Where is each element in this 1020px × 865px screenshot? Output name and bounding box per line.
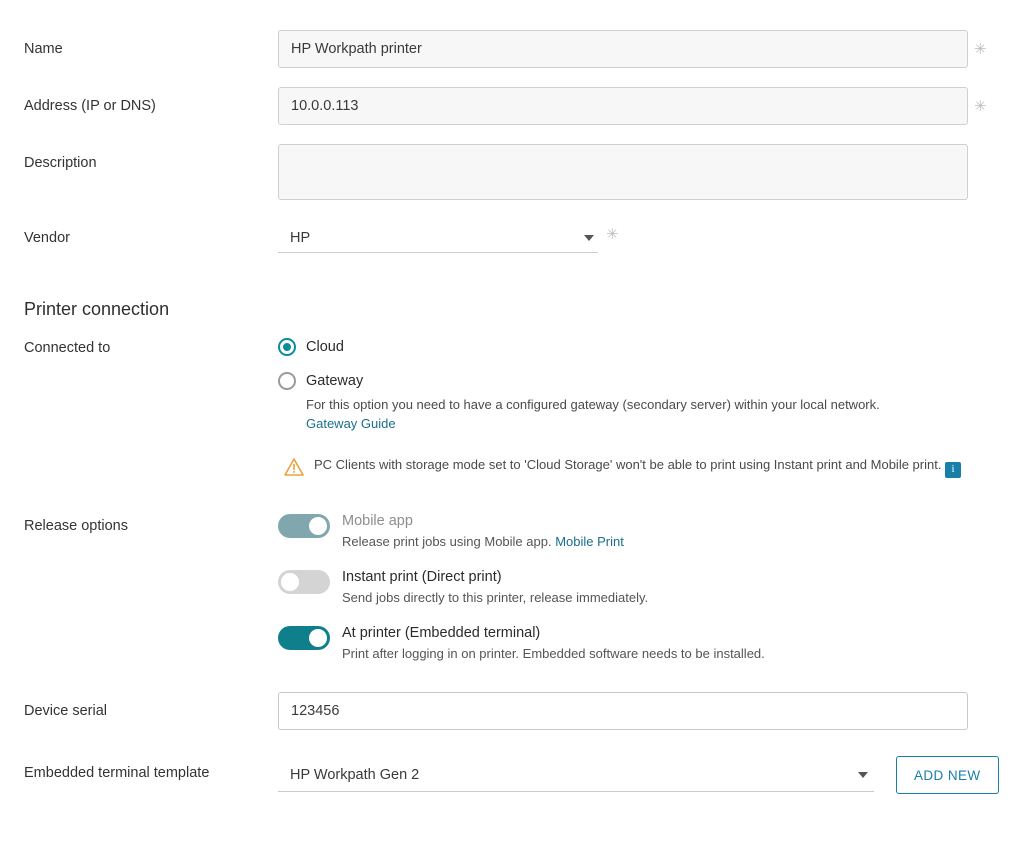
address-field-wrapper <box>278 87 1020 125</box>
address-label: Address (IP or DNS) <box>24 98 156 114</box>
toggle-at-printer[interactable] <box>278 626 330 650</box>
radio-gateway-icon[interactable] <box>278 372 296 390</box>
printer-connection-section <box>0 299 1020 478</box>
vendor-select[interactable] <box>278 223 598 253</box>
release-options-label: Release options <box>24 517 128 534</box>
vendor-label: Vendor <box>24 230 70 246</box>
field-row-device-serial <box>0 692 1020 730</box>
add-new-button[interactable]: ADD NEW <box>896 756 999 794</box>
connected-to-options <box>278 338 1020 478</box>
mobile-print-link[interactable]: Mobile Print <box>555 534 624 550</box>
connected-to-label: Connected to <box>24 340 111 356</box>
description-textarea[interactable] <box>278 144 968 200</box>
warning-text: PC Clients with storage mode set to 'Cloud Storage' won't be able to print using Instant print and Mobile print. <box>314 456 942 472</box>
gateway-help-text <box>306 396 966 434</box>
info-icon[interactable]: i <box>945 462 961 478</box>
release-options-list <box>278 513 1020 679</box>
name-label: Name <box>24 41 63 57</box>
device-serial-label: Device serial <box>24 703 107 720</box>
field-row-release-options <box>0 513 1020 679</box>
radio-cloud-icon[interactable] <box>278 338 296 356</box>
field-row-embedded-template <box>0 756 1020 794</box>
toggle-instant-print-title: Instant print (Direct print) <box>342 568 502 585</box>
radio-cloud-label: Cloud <box>306 339 344 355</box>
field-row-name <box>0 30 1020 68</box>
field-row-vendor <box>0 223 1020 253</box>
vendor-required-asterisk: ✳ <box>606 226 619 243</box>
toggle-instant-print[interactable] <box>278 570 330 594</box>
toggle-at-printer-title: At printer (Embedded terminal) <box>342 624 541 641</box>
warning-icon <box>284 458 304 476</box>
section-title-printer-connection: Printer connection <box>24 299 170 319</box>
toggle-instant-print-desc: Send jobs directly to this printer, release immediately. <box>342 589 649 605</box>
radio-gateway-label: Gateway <box>306 373 364 389</box>
toggle-mobile-app-desc <box>342 533 624 551</box>
embedded-template-label: Embedded terminal template <box>24 765 210 782</box>
toggle-mobile-app-title: Mobile app <box>342 512 413 529</box>
address-input[interactable] <box>278 87 968 125</box>
embedded-template-field-wrapper <box>278 756 1020 794</box>
address-required-asterisk: ✳ <box>974 98 987 115</box>
vendor-field-wrapper <box>278 223 1020 253</box>
cloud-storage-warning <box>284 456 974 478</box>
field-row-address <box>0 87 1020 125</box>
release-option-at-printer <box>278 625 1020 663</box>
release-option-mobile-app <box>278 513 1020 551</box>
vendor-selected-value: HP <box>290 229 311 246</box>
device-serial-field-wrapper <box>278 692 1020 730</box>
toggle-mobile-app[interactable] <box>278 514 330 538</box>
radio-option-gateway[interactable] <box>278 372 1020 390</box>
chevron-down-icon <box>858 772 868 778</box>
embedded-template-select[interactable] <box>278 758 874 792</box>
name-field-wrapper <box>278 30 1020 68</box>
device-serial-input[interactable] <box>278 692 968 730</box>
toggle-at-printer-desc: Print after logging in on printer. Embedded software needs to be installed. <box>342 645 765 661</box>
embedded-template-selected-value: HP Workpath Gen 2 <box>290 766 420 783</box>
toggle-mobile-app-desc-text: Release print jobs using Mobile app. <box>342 534 552 550</box>
name-required-asterisk: ✳ <box>974 41 987 58</box>
chevron-down-icon <box>584 235 594 241</box>
field-row-connected-to <box>0 338 1020 478</box>
description-field-wrapper <box>278 144 1020 203</box>
name-input[interactable] <box>278 30 968 68</box>
radio-option-cloud[interactable] <box>278 338 1020 356</box>
description-label: Description <box>24 155 97 171</box>
gateway-help-sentence: For this option you need to have a configured gateway (secondary server) within your local network. <box>306 397 880 412</box>
field-row-description <box>0 144 1020 203</box>
printer-settings-form <box>0 30 1020 794</box>
gateway-guide-link[interactable]: Gateway Guide <box>306 415 396 431</box>
release-option-instant-print <box>278 569 1020 607</box>
